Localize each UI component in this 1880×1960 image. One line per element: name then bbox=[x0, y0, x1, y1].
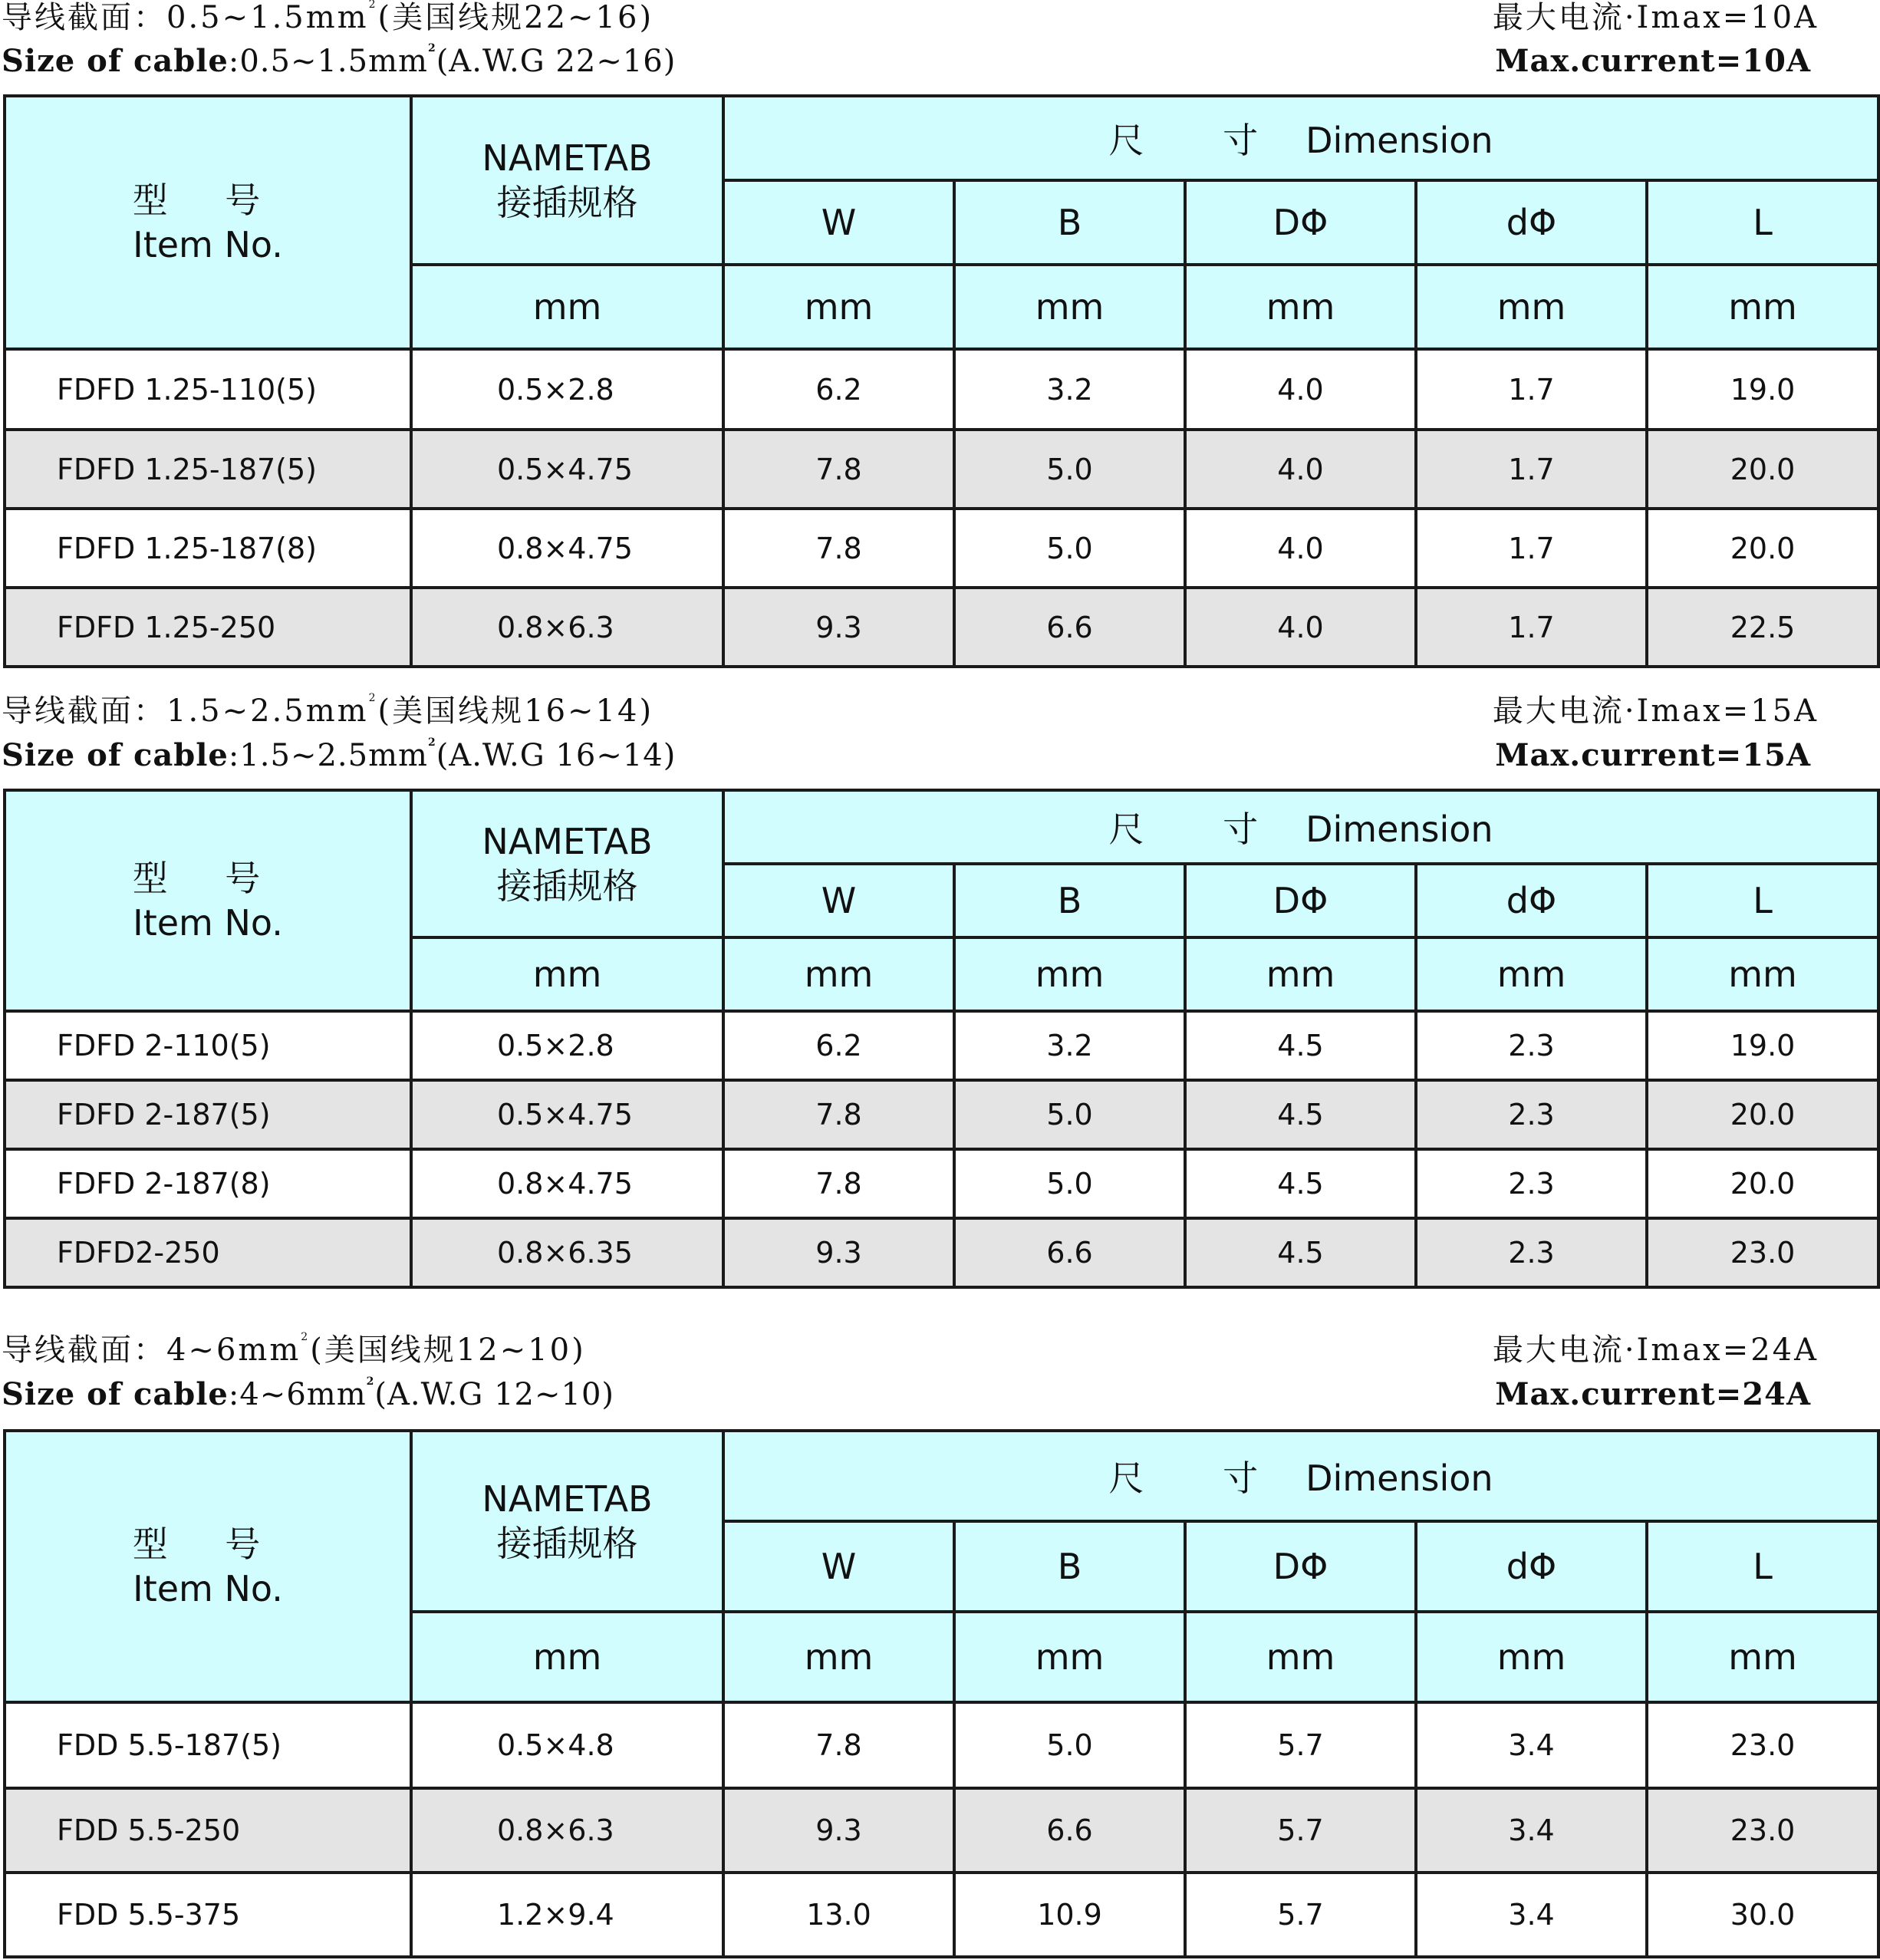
inner-dia-cell: 1.7 bbox=[1416, 430, 1647, 509]
section-2-imax-cn: 最大电流·Imax=15A bbox=[1492, 693, 1819, 729]
section-3-title-en: Size of $cable:4\sim 6mm^2(A.W.G$ 12~10) bbox=[2, 1375, 615, 1412]
nametab-header: NAMETAB 接插规格 bbox=[411, 1431, 723, 1612]
nametab-cell: 0.8×4.75 bbox=[411, 1149, 723, 1218]
outer-dia-cell: 5.7 bbox=[1185, 1873, 1416, 1957]
inner-dia-cell: 2.3 bbox=[1416, 1080, 1647, 1149]
unit-b: mm bbox=[954, 265, 1185, 349]
section-2-title-cn: 导线截面：$1.5\sim 2.5mm^2$(美国线规16~14) bbox=[2, 692, 654, 729]
b-cell: 6.6 bbox=[954, 588, 1185, 667]
dimension-header: 尺 寸 Dimension bbox=[723, 1431, 1878, 1521]
nametab-cell: 0.5×4.75 bbox=[411, 1080, 723, 1149]
nametab-cell: 1.2×9.4 bbox=[411, 1873, 723, 1957]
unit-w: mm bbox=[723, 937, 954, 1011]
nametab-cell: 0.8×6.3 bbox=[411, 1788, 723, 1873]
l-cell: 20.0 bbox=[1647, 1149, 1878, 1218]
inner-dia-cell: 2.3 bbox=[1416, 1218, 1647, 1287]
spec-table-1 bbox=[3, 94, 1880, 668]
section-3-imax-cn: 最大电流·Imax=24A bbox=[1492, 1332, 1819, 1368]
col-header-inner-dia: dΦ bbox=[1416, 864, 1647, 937]
section-1-title-cn: 导线截面：$0.5\sim 1.5mm^2$(美国线规22~16) bbox=[2, 0, 654, 35]
table-row bbox=[5, 1218, 1878, 1287]
nametab-cell: 0.8×6.35 bbox=[411, 1218, 723, 1287]
item-no-cell: FDFD 1.25-250 bbox=[5, 588, 411, 667]
l-cell: 20.0 bbox=[1647, 1080, 1878, 1149]
inner-dia-cell: 3.4 bbox=[1416, 1788, 1647, 1873]
inner-dia-cell: 2.3 bbox=[1416, 1149, 1647, 1218]
section-2-imax-en: Max.current=15A bbox=[1495, 737, 1811, 773]
outer-dia-cell: 4.5 bbox=[1185, 1011, 1416, 1080]
outer-dia-cell: 4.5 bbox=[1185, 1080, 1416, 1149]
section-1-imax-cn: 最大电流·Imax=10A bbox=[1492, 0, 1819, 35]
unit-outer-dia: mm bbox=[1185, 265, 1416, 349]
nametab-header: NAMETAB 接插规格 bbox=[411, 96, 723, 265]
item-no-cell: FDFD2-250 bbox=[5, 1218, 411, 1287]
item-no-header: 型 号 Item No. bbox=[5, 1431, 411, 1702]
outer-dia-cell: 4.0 bbox=[1185, 349, 1416, 430]
nametab-cell: 0.5×2.8 bbox=[411, 349, 723, 430]
section-1-title-en: Size of $cable:0.5\sim 1.5mm^2(A.W.G$ 22~16) bbox=[2, 42, 677, 79]
item-no-header: 型 号 Item No. bbox=[5, 790, 411, 1011]
unit-w: mm bbox=[723, 1612, 954, 1702]
table-row bbox=[5, 1011, 1878, 1080]
outer-dia-cell: 4.5 bbox=[1185, 1218, 1416, 1287]
unit-nametab: mm bbox=[411, 265, 723, 349]
w-cell: 7.8 bbox=[723, 430, 954, 509]
inner-dia-cell: 3.4 bbox=[1416, 1702, 1647, 1788]
w-cell: 7.8 bbox=[723, 1149, 954, 1218]
w-cell: 9.3 bbox=[723, 1218, 954, 1287]
col-header-w: W bbox=[723, 864, 954, 937]
outer-dia-cell: 4.5 bbox=[1185, 1149, 1416, 1218]
col-header-l: L bbox=[1647, 180, 1878, 265]
nametab-cell: 0.5×2.8 bbox=[411, 1011, 723, 1080]
unit-l: mm bbox=[1647, 265, 1878, 349]
section-1-imax-en: Max.current=10A bbox=[1495, 43, 1811, 79]
item-no-cell: FDFD 2-187(8) bbox=[5, 1149, 411, 1218]
inner-dia-cell: 3.4 bbox=[1416, 1873, 1647, 1957]
table-row bbox=[5, 430, 1878, 509]
table-row bbox=[5, 1080, 1878, 1149]
nametab-cell: 0.8×6.3 bbox=[411, 588, 723, 667]
table-row bbox=[5, 1873, 1878, 1957]
spec-table-3 bbox=[3, 1429, 1880, 1958]
l-cell: 19.0 bbox=[1647, 349, 1878, 430]
unit-inner-dia: mm bbox=[1416, 1612, 1647, 1702]
item-no-cell: FDD 5.5-250 bbox=[5, 1788, 411, 1873]
col-header-l: L bbox=[1647, 864, 1878, 937]
col-header-outer-dia: DΦ bbox=[1185, 864, 1416, 937]
inner-dia-cell: 1.7 bbox=[1416, 588, 1647, 667]
l-cell: 20.0 bbox=[1647, 430, 1878, 509]
l-cell: 23.0 bbox=[1647, 1788, 1878, 1873]
spec-table-2 bbox=[3, 789, 1880, 1289]
unit-b: mm bbox=[954, 937, 1185, 1011]
unit-outer-dia: mm bbox=[1185, 1612, 1416, 1702]
item-no-cell: FDFD 1.25-187(8) bbox=[5, 509, 411, 588]
l-cell: 22.5 bbox=[1647, 588, 1878, 667]
unit-w: mm bbox=[723, 265, 954, 349]
col-header-w: W bbox=[723, 180, 954, 265]
table-row bbox=[5, 1702, 1878, 1788]
col-header-w: W bbox=[723, 1521, 954, 1612]
outer-dia-cell: 4.0 bbox=[1185, 430, 1416, 509]
w-cell: 6.2 bbox=[723, 1011, 954, 1080]
nametab-cell: 0.5×4.8 bbox=[411, 1702, 723, 1788]
table-row bbox=[5, 588, 1878, 667]
col-header-inner-dia: dΦ bbox=[1416, 1521, 1647, 1612]
inner-dia-cell: 1.7 bbox=[1416, 509, 1647, 588]
col-header-b: B bbox=[954, 864, 1185, 937]
col-header-outer-dia: DΦ bbox=[1185, 1521, 1416, 1612]
item-no-header: 型 号 Item No. bbox=[5, 96, 411, 349]
item-no-cell: FDFD 2-110(5) bbox=[5, 1011, 411, 1080]
unit-inner-dia: mm bbox=[1416, 265, 1647, 349]
nametab-header: NAMETAB 接插规格 bbox=[411, 790, 723, 937]
unit-inner-dia: mm bbox=[1416, 937, 1647, 1011]
unit-l: mm bbox=[1647, 937, 1878, 1011]
section-3-title-cn: 导线截面：$4\sim 6mm^2$(美国线规12~10) bbox=[2, 1331, 586, 1368]
col-header-outer-dia: DΦ bbox=[1185, 180, 1416, 265]
b-cell: 3.2 bbox=[954, 349, 1185, 430]
table-row bbox=[5, 1149, 1878, 1218]
table-row bbox=[5, 509, 1878, 588]
unit-nametab: mm bbox=[411, 1612, 723, 1702]
outer-dia-cell: 5.7 bbox=[1185, 1702, 1416, 1788]
b-cell: 5.0 bbox=[954, 1080, 1185, 1149]
outer-dia-cell: 4.0 bbox=[1185, 588, 1416, 667]
item-no-cell: FDFD 1.25-187(5) bbox=[5, 430, 411, 509]
b-cell: 5.0 bbox=[954, 1149, 1185, 1218]
b-cell: 10.9 bbox=[954, 1873, 1185, 1957]
item-no-cell: FDFD 1.25-110(5) bbox=[5, 349, 411, 430]
col-header-inner-dia: dΦ bbox=[1416, 180, 1647, 265]
inner-dia-cell: 1.7 bbox=[1416, 349, 1647, 430]
col-header-l: L bbox=[1647, 1521, 1878, 1612]
w-cell: 6.2 bbox=[723, 349, 954, 430]
unit-outer-dia: mm bbox=[1185, 937, 1416, 1011]
item-no-cell: FDD 5.5-375 bbox=[5, 1873, 411, 1957]
w-cell: 7.8 bbox=[723, 1080, 954, 1149]
b-cell: 3.2 bbox=[954, 1011, 1185, 1080]
l-cell: 30.0 bbox=[1647, 1873, 1878, 1957]
inner-dia-cell: 2.3 bbox=[1416, 1011, 1647, 1080]
w-cell: 13.0 bbox=[723, 1873, 954, 1957]
l-cell: 23.0 bbox=[1647, 1218, 1878, 1287]
outer-dia-cell: 5.7 bbox=[1185, 1788, 1416, 1873]
l-cell: 19.0 bbox=[1647, 1011, 1878, 1080]
nametab-cell: 0.8×4.75 bbox=[411, 509, 723, 588]
outer-dia-cell: 4.0 bbox=[1185, 509, 1416, 588]
w-cell: 7.8 bbox=[723, 1702, 954, 1788]
item-no-cell: FDFD 2-187(5) bbox=[5, 1080, 411, 1149]
table-row bbox=[5, 1788, 1878, 1873]
dimension-header: 尺 寸 Dimension bbox=[723, 96, 1878, 180]
b-cell: 5.0 bbox=[954, 430, 1185, 509]
item-no-cell: FDD 5.5-187(5) bbox=[5, 1702, 411, 1788]
nametab-cell: 0.5×4.75 bbox=[411, 430, 723, 509]
col-header-b: B bbox=[954, 180, 1185, 265]
b-cell: 5.0 bbox=[954, 509, 1185, 588]
w-cell: 9.3 bbox=[723, 1788, 954, 1873]
unit-b: mm bbox=[954, 1612, 1185, 1702]
dimension-header: 尺 寸 Dimension bbox=[723, 790, 1878, 864]
unit-nametab: mm bbox=[411, 937, 723, 1011]
b-cell: 5.0 bbox=[954, 1702, 1185, 1788]
section-3-imax-en: Max.current=24A bbox=[1495, 1376, 1811, 1412]
w-cell: 7.8 bbox=[723, 509, 954, 588]
l-cell: 23.0 bbox=[1647, 1702, 1878, 1788]
b-cell: 6.6 bbox=[954, 1788, 1185, 1873]
section-2-title-en: Size of $cable:1.5\sim 2.5mm^2(A.W.G$ 16~14) bbox=[2, 736, 677, 773]
l-cell: 20.0 bbox=[1647, 509, 1878, 588]
col-header-b: B bbox=[954, 1521, 1185, 1612]
w-cell: 9.3 bbox=[723, 588, 954, 667]
unit-l: mm bbox=[1647, 1612, 1878, 1702]
b-cell: 6.6 bbox=[954, 1218, 1185, 1287]
table-row bbox=[5, 349, 1878, 430]
